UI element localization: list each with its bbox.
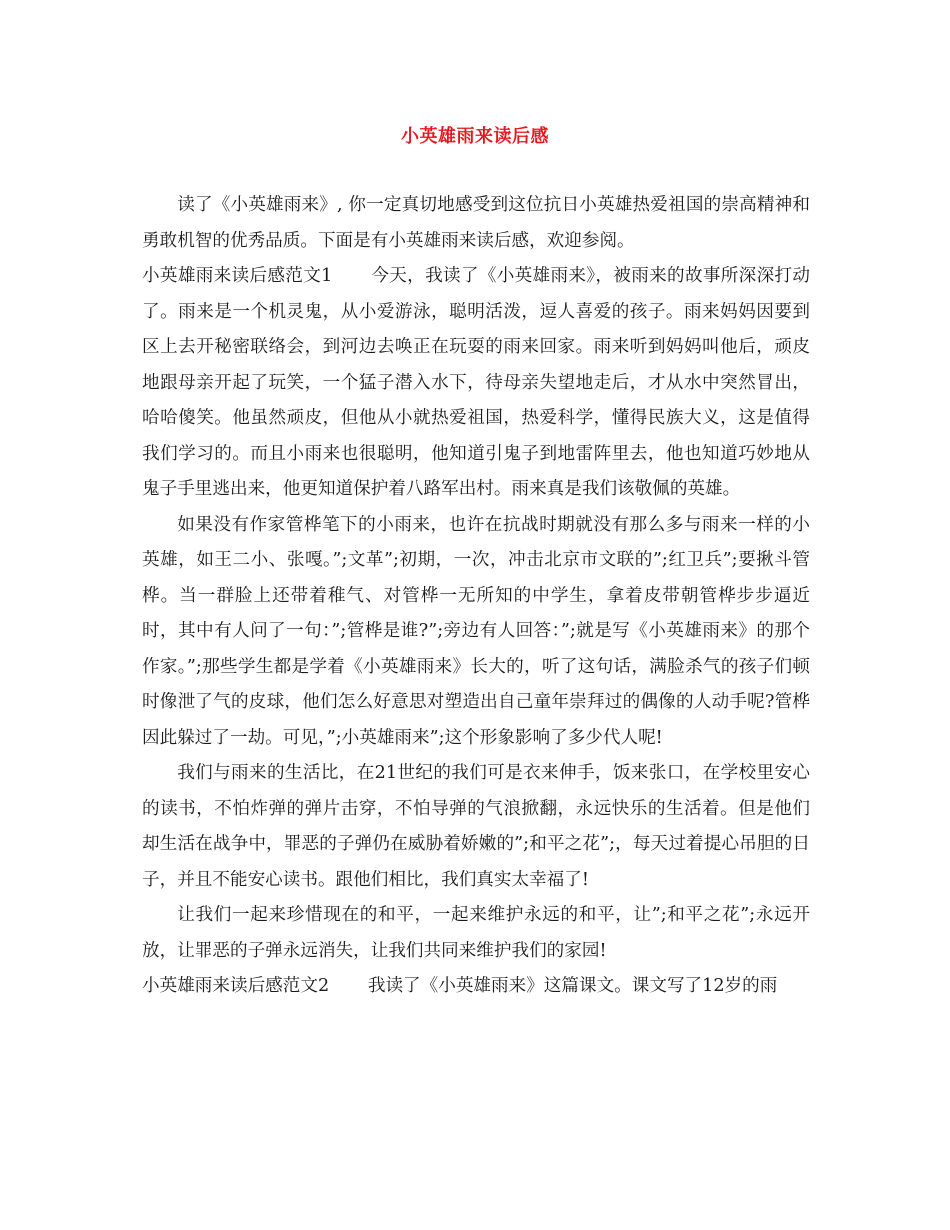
document-title: 小英雄雨来读后感 (401, 126, 549, 147)
section-1-text: 今天，我读了《小英雄雨来》，被雨来的故事所深深打动了。雨来是一个机灵鬼，从小爱游泳，聪明活泼，逗人喜爱的孩子。雨来妈妈因要到区上去开秘密联络会，到河边去唤正在玩耍的雨来回家。雨来听到妈妈叫他后，顽皮地跟母亲开起了玩笑，一个猛子潜入水下，待母亲失望地走后，才从水中突然冒出，哈哈傻笑。他虽然顽皮，但他从小就热爱祖国，热爱科学，懂得民族大义，这是值得我们学习的。而且小雨来也很聪明，他知道引鬼子到地雷阵里去，他也知道巧妙地从鬼子手里逃出来，他更知道保护着八路军出村。雨来真是我们该敬佩的英雄。 (142, 266, 811, 499)
section-1-paragraph (142, 259, 810, 508)
body-paragraph: 如果没有作家管桦笔下的小雨来，也许在抗战时期就没有那么多与雨来一样的小英雄，如王二小、张嘎。”;文革”;初期，一次，冲击北京市文联的”;红卫兵”;要揪斗管桦。当一群脸上还带着稚气、对管桦一无所知的中学生，拿着皮带朝管桦步步逼近时，其中有人问了一句：”;管桦是谁?”;旁边有人回答：”;就是写《小英雄雨来》的那个作家。”;那些学生都是学着《小英雄雨来》长大的，听了这句话，满脸杀气的孩子们顿时像泄了气的皮球，他们怎么好意思对塑造出自己童年崇拜过的偶像的人动手呢?管桦因此躲过了一劫。可见，”;小英雄雨来”;这个形象影响了多少代人呢! (142, 514, 810, 748)
section-2-paragraph (142, 969, 810, 1005)
body-paragraph: 我们与雨来的生活比，在21世纪的我们可是衣来伸手，饭来张口，在学校里安心的读书，不怕炸弹的弹片击穿，不怕导弹的气浪掀翻，永远快乐的生活着。但是他们却生活在战争中，罪恶的子弹仍在威胁着娇嫩的”;和平之花”;，每天过着提心吊胆的日子，并且不能安心读书。跟他们相比，我们真实太幸福了! (142, 763, 810, 890)
section-2-text: 我读了《小英雄雨来》这篇课文。课文写了12岁的雨 (367, 976, 778, 996)
body-paragraph: 让我们一起来珍惜现在的和平，一起来维护永远的和平，让”;和平之花”;永远开放，让罪恶的子弹永远消失，让我们共同来维护我们的家园! (142, 905, 810, 961)
section-2-label: 小英雄雨来读后感范文2 (142, 976, 330, 996)
document-body (142, 188, 810, 1005)
intro-paragraph: 读了《小英雄雨来》, 你一定真切地感受到这位抗日小英雄热爱祖国的崇高精神和勇敢机智的优秀品质。下面是有小英雄雨来读后感，欢迎参阅。 (142, 195, 810, 251)
section-1-label: 小英雄雨来读后感范文1 (142, 266, 333, 286)
